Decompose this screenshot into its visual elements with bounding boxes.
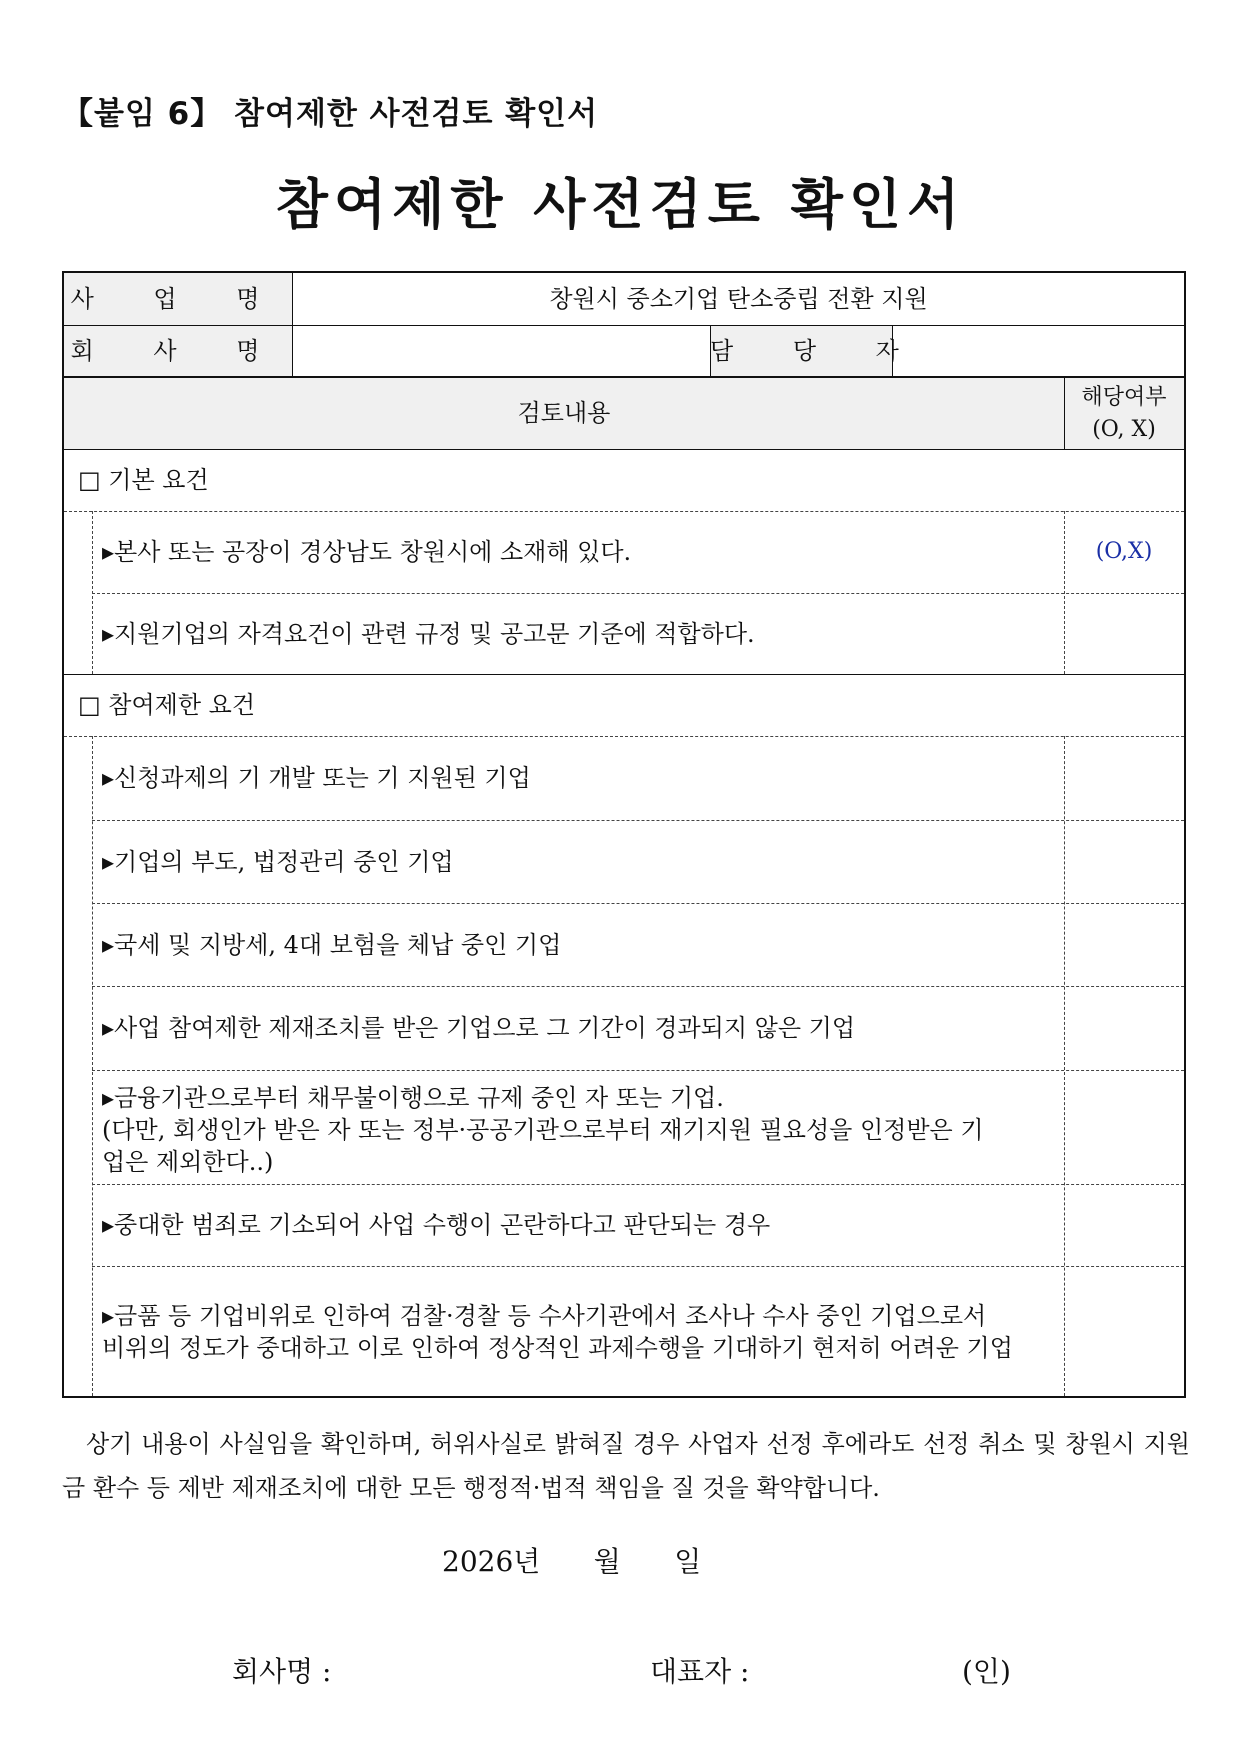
basic-requirements-heading: □ 기본 요건 [78,466,209,494]
restriction-item-text: 비위의 정도가 중대하고 이로 인하여 정상적인 과제수행을 기대하기 현저히 어려운 기업 [102,1334,1013,1362]
restriction-item-text: ▸사업 참여제한 제재조치를 받은 기업으로 그 기간이 경과되지 않은 기업 [102,1014,856,1042]
seal-mark: (인) [962,1655,1011,1688]
restriction-item-text: ▸국세 및 지방세, 4대 보험을 체납 중인 기업 [102,931,562,959]
restriction-item-text: ▸신청과제의 기 개발 또는 기 지원된 기업 [102,764,531,792]
signature-date [442,1540,701,1580]
restriction-item-text: ▸중대한 범죄로 기소되어 사업 수행이 곤란하다고 판단되는 경우 [102,1211,771,1239]
basic-item-text: ▸지원기업의 자격요건이 관련 규정 및 공고문 기준에 적합하다. [102,620,755,648]
restriction-item-text: ▸기업의 부도, 법정관리 중인 기업 [102,848,454,876]
manager-label: 담 당 자 [710,337,925,365]
restriction-item-text: ▸금품 등 기업비위로 인하여 검찰·경찰 등 수사기관에서 조사나 수사 중인 기업으로서 [102,1302,987,1330]
restriction-item-text: (다만, 회생인가 받은 자 또는 정부·공공기관으로부터 재기지원 필요성을 인정받은 기 [102,1116,984,1144]
applicable-header-line1: 해당여부 [1081,385,1167,410]
project-name-value: 창원시 중소기업 탄소중립 전환 지원 [549,285,928,313]
applicable-header-line2: (O, X) [1092,417,1156,442]
basic-item-text: ▸본사 또는 공장이 경상남도 창원시에 소재해 있다. [102,538,632,566]
review-content-header: 검토내용 [517,399,611,427]
date-month[interactable]: 월 [593,1545,621,1578]
basic-item-mark[interactable]: (O,X) [1095,539,1153,564]
review-table [62,271,1186,1398]
attachment-label: 【붙임 6】 참여제한 사전검토 확인서 [62,96,599,132]
project-name-label: 사 업 명 [70,285,286,313]
restriction-requirements-heading: □ 참여제한 요건 [78,691,256,719]
document-title: 참여제한 사전검토 확인서 [275,173,966,236]
restriction-item-text: 업은 제외한다..) [102,1148,274,1176]
restriction-item-text: ▸금융기관으로부터 채무불이행으로 규제 중인 자 또는 기업. [102,1084,724,1112]
date-day[interactable]: 일 [674,1545,702,1578]
company-signature-label: 회사명 : [232,1655,332,1688]
date-year[interactable]: 2026년 [442,1545,541,1578]
representative-signature-label: 대표자 : [650,1655,750,1688]
company-name-label: 회 사 명 [70,337,286,365]
confirmation-statement: 상기 내용이 사실임을 확인하며, 허위사실로 밝혀질 경우 사업자 선정 후에라도 선정 취소 및 창원시 지원금 환수 등 제반 제재조치에 대한 모든 행정적·법적 책임을 질 것을 확약합니다. [62,1430,1190,1502]
